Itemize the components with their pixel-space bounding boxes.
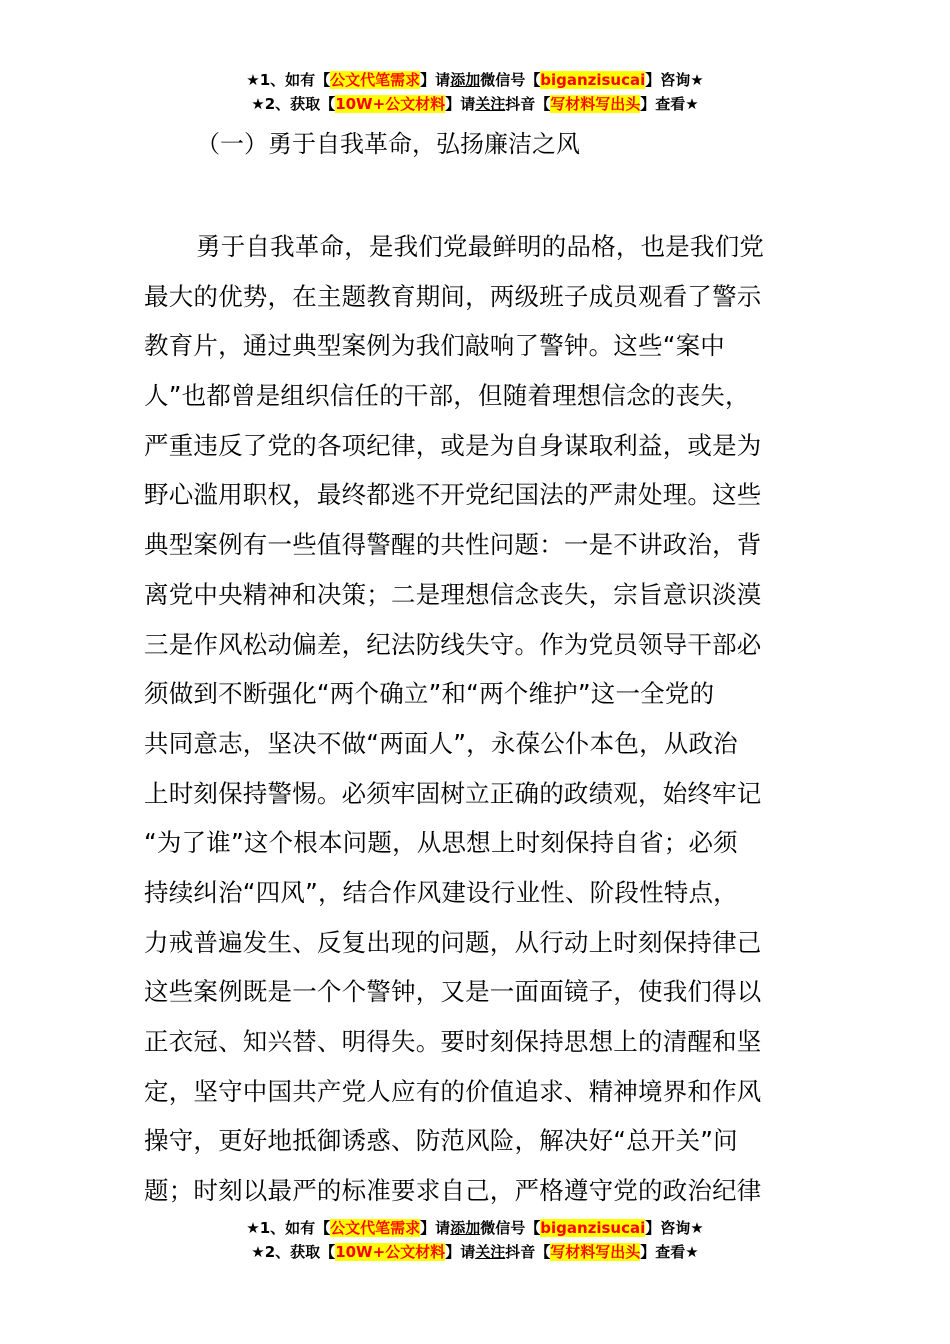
body-line: 持续纠治“四风”，结合作风建设行业性、阶段性特点，: [144, 877, 738, 907]
banner-text: 】咨询★: [645, 1219, 704, 1237]
body-line: 教育片，通过典型案例为我们敲响了警钟。这些“案中: [144, 331, 725, 361]
body-line: 正衣冠、知兴替、明得失。要时刻保持思想上的清醒和坚: [144, 1027, 762, 1056]
body-line: 严重违反了党的各项纪律，或是为自身谋取利益，或是为: [144, 430, 762, 460]
banner-underlined: 关注: [475, 1243, 506, 1261]
banner-highlight: 10W+公文材料: [335, 95, 446, 113]
banner-highlight: 10W+公文材料: [335, 1243, 446, 1261]
banner-highlight: 公文代笔需求: [330, 71, 421, 89]
banner-text: 抖音【: [505, 1243, 551, 1261]
body-line: 离党中央精神和决策；二是理想信念丧失，宗旨意识淡漠: [144, 579, 762, 609]
body-line: 定，坚守中国共产党人应有的价值追求、精神境界和作风: [144, 1076, 762, 1106]
body-line: 野心滥用职权，最终都逃不开党纪国法的严肃处理。这些: [144, 480, 762, 510]
banner-underlined: 添加: [450, 71, 481, 89]
banner-highlight: 写材料写出头: [550, 1243, 641, 1261]
body-line: 操守，更好地抵御诱惑、防范风险，解决好“总开关”问: [144, 1126, 738, 1156]
banner-text: 微信号【: [480, 71, 541, 89]
banner-text: 】请: [420, 1219, 451, 1237]
banner-text: ★2、获取【: [251, 1243, 336, 1261]
banner-highlight: 公文代笔需求: [330, 1219, 421, 1237]
banner-text: 微信号【: [480, 1219, 541, 1237]
section-heading: （一）勇于自我革命，弘扬廉洁之风: [196, 130, 580, 158]
body-line: 典型案例有一些值得警醒的共性问题：一是不讲政治，背: [144, 530, 762, 560]
banner-text: ★2、获取【: [251, 95, 336, 113]
body-line: 力戒普遍发生、反复出现的问题，从行动上时刻保持律己: [144, 927, 762, 957]
banner-text: 抖音【: [505, 95, 551, 113]
banner-text: 】查看★: [640, 95, 699, 113]
banner-line-2: [0, 1240, 950, 1264]
banner-underlined: 关注: [475, 95, 506, 113]
banner-line-1: [0, 68, 950, 92]
banner-text: 】请: [420, 71, 451, 89]
banner-text: 】请: [445, 1243, 476, 1261]
banner-highlight: biganzisucai: [540, 71, 646, 89]
banner-text: 】查看★: [640, 1243, 699, 1261]
body-line: 最大的优势，在主题教育期间，两级班子成员观看了警示: [144, 281, 762, 311]
body-line: 这些案例既是一个个警钟，又是一面面镜子，使我们得以: [144, 977, 762, 1007]
body-line: 共同意志，坚决不做“两面人”，永葆公仆本色，从政治: [144, 728, 738, 758]
banner-highlight: 写材料写出头: [550, 95, 641, 113]
body-line: 三是作风松动偏差，纪法防线失守。作为党员领导干部必: [144, 629, 762, 659]
body-paragraph: [144, 222, 809, 1216]
body-line: 题；时刻以最严的标准要求自己，严格遵守党的政治纪律: [144, 1176, 762, 1206]
banner-text: 】请: [445, 95, 476, 113]
bottom-banner: [0, 1216, 950, 1264]
banner-highlight: biganzisucai: [540, 1219, 646, 1237]
banner-line-2: [0, 92, 950, 116]
banner-text: 】咨询★: [645, 71, 704, 89]
body-line: “为了谁”这个根本问题，从思想上时刻保持自省；必须: [144, 828, 738, 858]
banner-text: ★1、如有【: [246, 1219, 331, 1237]
body-line: 勇于自我革命，是我们党最鲜明的品格，也是我们党: [196, 232, 765, 261]
banner-line-1: [0, 1216, 950, 1240]
body-line: 须做到不断强化“两个确立”和“两个维护”这一全党的: [144, 679, 715, 709]
body-line: 人”也都曾是组织信任的干部，但随着理想信念的丧失，: [144, 381, 750, 411]
banner-text: ★1、如有【: [246, 71, 331, 89]
top-banner: [0, 68, 950, 116]
banner-underlined: 添加: [450, 1219, 481, 1237]
body-line: 上时刻保持警惕。必须牢固树立正确的政绩观，始终牢记: [144, 778, 762, 808]
